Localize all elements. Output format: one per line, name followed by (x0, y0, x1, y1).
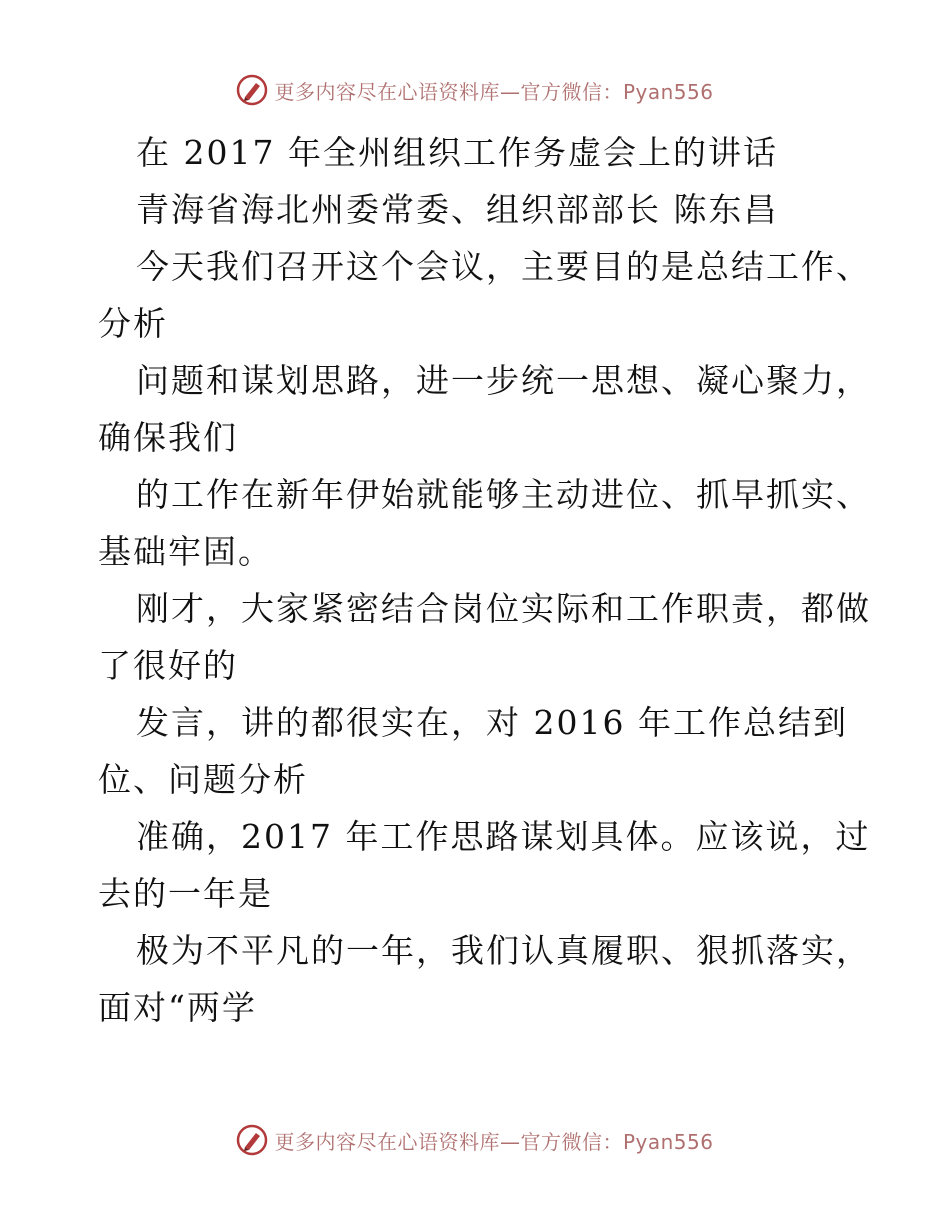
paragraph-line: 分析 (98, 304, 168, 343)
paragraph-line: 去的一年是 (98, 874, 273, 913)
header-watermark (0, 72, 950, 108)
paragraph-line: 发言，讲的都很实在，对 2016 年工作总结到 (136, 703, 848, 742)
paragraph-line: 刚才，大家紧密结合岗位实际和工作职责，都做 (136, 589, 871, 628)
paragraph-line: 的工作在新年伊始就能够主动进位、抓早抓实、 (136, 475, 871, 514)
paragraph-line: 准确，2017 年工作思路谋划具体。应该说，过 (136, 817, 871, 856)
watermark-text: 更多内容尽在心语资料库—官方微信：Pyan556 (274, 79, 714, 104)
doc-author: 青海省海北州委常委、组织部部长 陈东昌 (136, 190, 779, 229)
paragraph-line: 了很好的 (98, 646, 238, 685)
doc-title: 在 2017 年全州组织工作务虚会上的讲话 (136, 133, 778, 172)
paragraph-line: 问题和谋划思路，进一步统一思想、凝心聚力， (136, 361, 871, 400)
watermark-text: 更多内容尽在心语资料库—官方微信：Pyan556 (274, 1129, 714, 1154)
paragraph-line: 极为不平凡的一年，我们认真履职、狠抓落实， (136, 931, 871, 970)
paragraph-line: 位、问题分析 (98, 760, 308, 799)
document-body (98, 124, 878, 1036)
paragraph-line: 确保我们 (98, 418, 238, 457)
pen-logo-icon (236, 74, 268, 106)
pen-logo-icon (236, 1124, 268, 1156)
paragraph-line: 今天我们召开这个会议，主要目的是总结工作、 (136, 247, 871, 286)
footer-watermark (0, 1122, 950, 1158)
paragraph-line: 面对“两学 (98, 988, 257, 1027)
paragraph-line: 基础牢固。 (98, 532, 273, 571)
